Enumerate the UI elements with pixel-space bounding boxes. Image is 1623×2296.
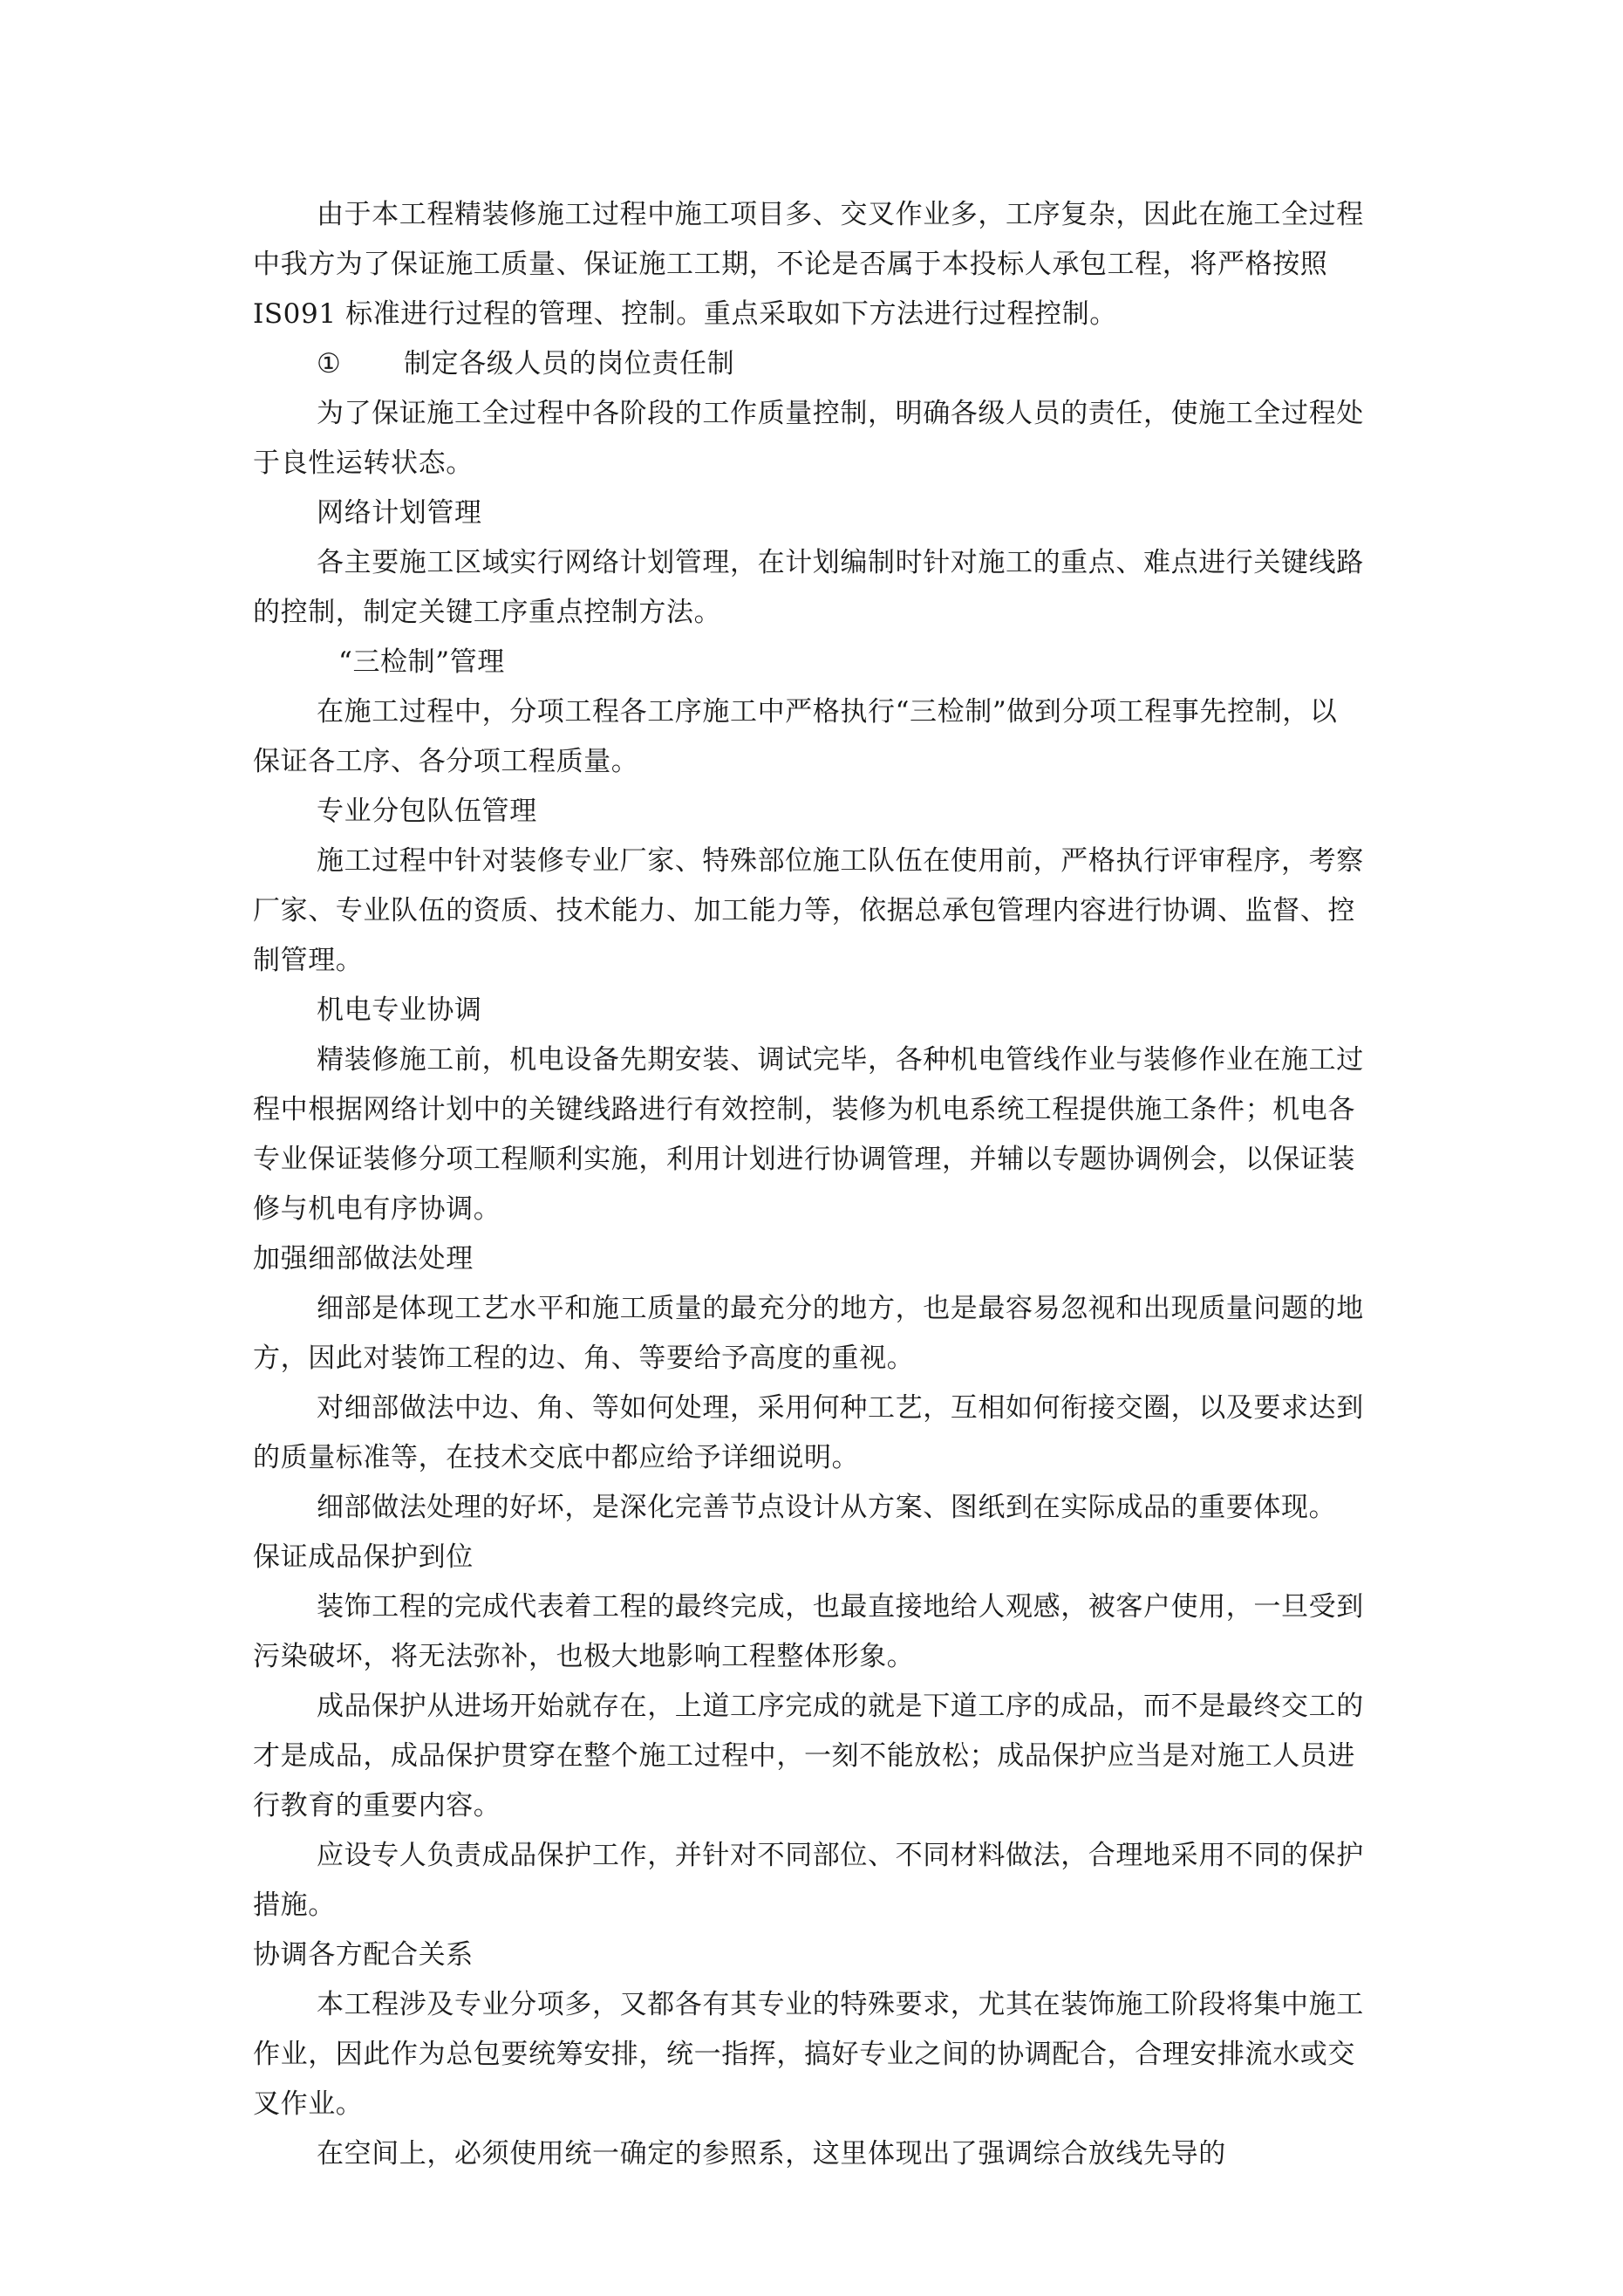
paragraph-line: 成品保护从进场开始就存在，上道工序完成的就是下道工序的成品，而不是最终交工的	[317, 1691, 1364, 1722]
paragraph-line: 应设专人负责成品保护工作，并针对不同部位、不同材料做法，合理地采用不同的保护	[317, 1840, 1364, 1871]
paragraph-line: 污染破坏，将无法弥补，也极大地影响工程整体形象。	[253, 1641, 915, 1672]
paragraph-line: 作业，因此作为总包要统筹安排，统一指挥，搞好专业之间的协调配合，合理安排流水或交	[253, 2039, 1355, 2070]
section-heading: “三检制”管理	[338, 646, 505, 678]
paragraph-line: 本工程涉及专业分项多，又都各有其专业的特殊要求，尤其在装饰施工阶段将集中施工	[317, 1989, 1364, 2020]
paragraph-line: 叉作业。	[253, 2088, 364, 2120]
paragraph-line: 行教育的重要内容。	[253, 1790, 501, 1821]
paragraph-line: 各主要施工区域实行网络计划管理，在计划编制时针对施工的重点、难点进行关键线路	[317, 547, 1364, 578]
paragraph-line: 修与机电有序协调。	[253, 1193, 501, 1225]
paragraph-line: IS091 标准进行过程的管理、控制。重点采取如下方法进行过程控制。	[253, 298, 1117, 330]
paragraph-line: 装饰工程的完成代表着工程的最终完成，也最直接地给人观感，被客户使用，一旦受到	[317, 1591, 1364, 1623]
paragraph-line: 细部是体现工艺水平和施工质量的最充分的地方，也是最容易忽视和出现质量问题的地	[317, 1293, 1364, 1324]
paragraph-line: 于良性运转状态。	[253, 448, 474, 479]
paragraph-line: 在施工过程中，分项工程各工序施工中严格执行“三检制”做到分项工程事先控制，以	[317, 696, 1338, 728]
list-heading-text: 制定各级人员的岗位责任制	[404, 348, 735, 379]
section-heading: 网络计划管理	[317, 497, 482, 529]
paragraph-line: 的控制，制定关键工序重点控制方法。	[253, 597, 722, 628]
paragraph-line: 才是成品，成品保护贯穿在整个施工过程中，一刻不能放松；成品保护应当是对施工人员进	[253, 1740, 1355, 1772]
paragraph-line: 中我方为了保证施工质量、保证施工工期，不论是否属于本投标人承包工程，将严格按照	[253, 249, 1328, 280]
section-heading: 加强细部做法处理	[253, 1243, 474, 1274]
paragraph-line: 对细部做法中边、角、等如何处理，采用何种工艺，互相如何衔接交圈，以及要求达到	[317, 1392, 1364, 1424]
paragraph-line: 程中根据网络计划中的关键线路进行有效控制，装修为机电系统工程提供施工条件；机电各	[253, 1094, 1355, 1125]
section-heading: 协调各方配合关系	[253, 1939, 474, 1971]
section-heading: 专业分包队伍管理	[317, 796, 537, 827]
paragraph-line: 的质量标准等，在技术交底中都应给予详细说明。	[253, 1442, 860, 1473]
paragraph-line: 施工过程中针对装修专业厂家、特殊部位施工队伍在使用前，严格执行评审程序，考察	[317, 845, 1364, 877]
paragraph-line: 为了保证施工全过程中各阶段的工作质量控制，明确各级人员的责任，使施工全过程处	[317, 398, 1364, 429]
paragraph-line: 由于本工程精装修施工过程中施工项目多、交叉作业多，工序复杂，因此在施工全过程	[317, 199, 1364, 230]
section-heading: 机电专业协调	[317, 994, 482, 1026]
paragraph-line: 措施。	[253, 1889, 336, 1921]
paragraph-line: 方，因此对装饰工程的边、角、等要给予高度的重视。	[253, 1343, 915, 1374]
list-heading	[253, 339, 1422, 389]
paragraph-line: 专业保证装修分项工程顺利实施，利用计划进行协调管理，并辅以专题协调例会，以保证装	[253, 1144, 1355, 1175]
section-heading: 保证成品保护到位	[253, 1541, 474, 1573]
paragraph-line: 制管理。	[253, 945, 364, 976]
paragraph-line: 细部做法处理的好坏，是深化完善节点设计从方案、图纸到在实际成品的重要体现。	[317, 1492, 1337, 1523]
paragraph-line: 保证各工序、各分项工程质量。	[253, 746, 639, 777]
list-marker: ①	[317, 348, 342, 379]
paragraph-line: 厂家、专业队伍的资质、技术能力、加工能力等，依据总承包管理内容进行协调、监督、控	[253, 895, 1355, 926]
paragraph-line: 在空间上，必须使用统一确定的参照系，这里体现出了强调综合放线先导的	[317, 2138, 1226, 2170]
paragraph-line: 精装修施工前，机电设备先期安装、调试完毕，各种机电管线作业与装修作业在施工过	[317, 1044, 1364, 1076]
document-page	[253, 190, 1422, 2179]
